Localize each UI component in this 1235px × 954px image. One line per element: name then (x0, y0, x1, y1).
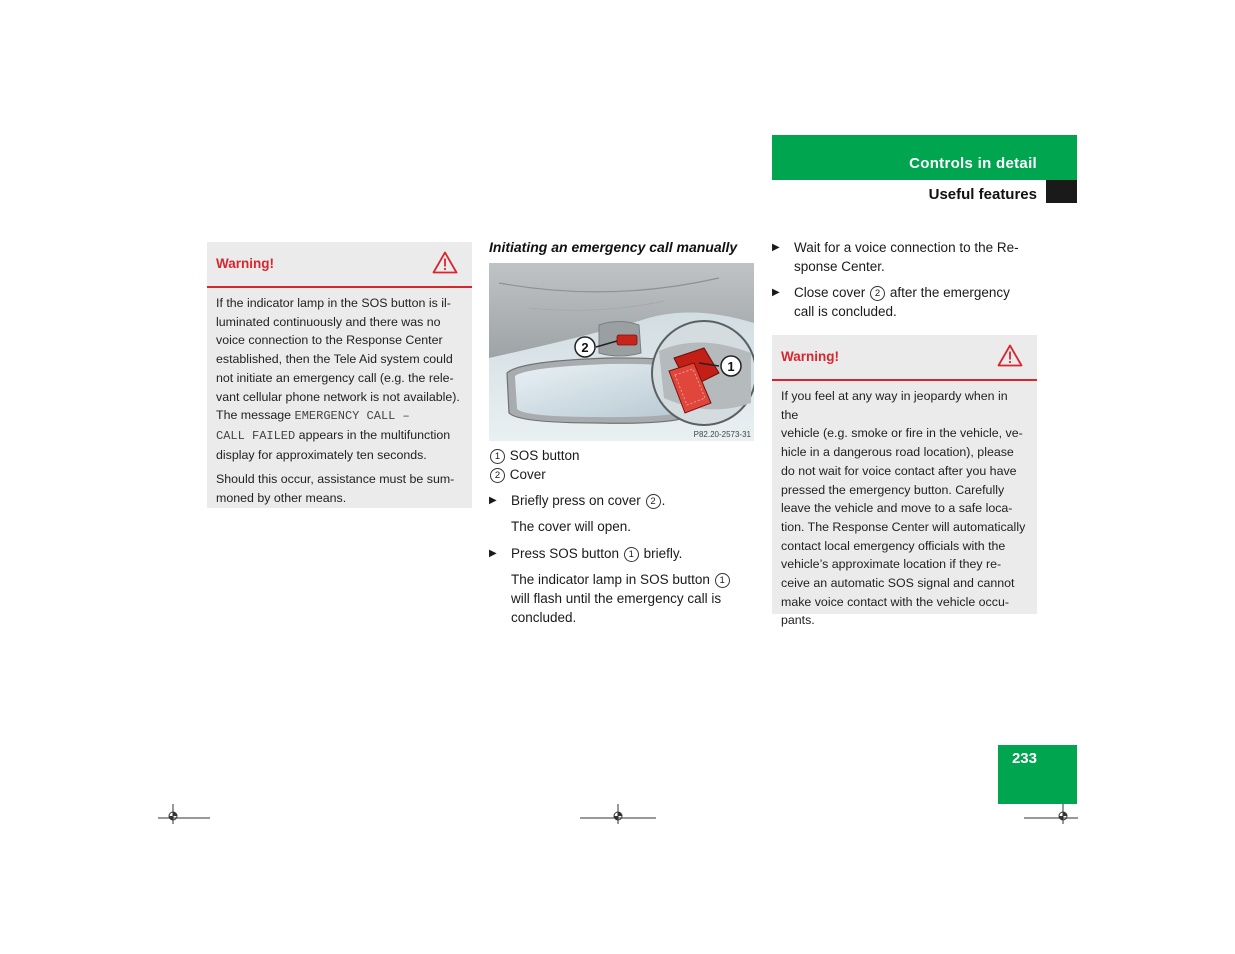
step-text: briefly. (643, 546, 683, 561)
number-circle: 2 (646, 494, 661, 509)
text-line: hicle in a dangerous road location), please (781, 445, 1014, 460)
crop-mark-icon (158, 802, 210, 824)
step-text: concluded. (511, 610, 577, 625)
crop-mark-icon (580, 802, 656, 824)
legend-item (489, 446, 754, 465)
section-title: Controls in detail (909, 155, 1037, 172)
text-line: Should this occur, assistance must be sum- (216, 472, 455, 487)
text-line: voice connection to the Response Center (216, 333, 443, 348)
page-number-tab (998, 745, 1077, 804)
step-text: after the emergency (889, 285, 1010, 300)
crop-mark-icon (1024, 802, 1078, 824)
number-circle: 1 (490, 449, 505, 464)
step-text: Briefly press on cover (511, 493, 641, 508)
warning-box-left (207, 242, 472, 508)
step-bullet-icon: ▶ (489, 495, 497, 506)
legend-item (489, 465, 754, 484)
warning-header (772, 335, 1037, 381)
number-circle: 2 (490, 468, 505, 483)
step-1 (511, 491, 756, 510)
step-text: The indicator lamp in SOS button (511, 572, 710, 587)
number-circle: 1 (715, 573, 730, 588)
svg-text:1: 1 (727, 359, 735, 374)
subsection-title: Useful features (928, 186, 1037, 203)
figure-code: P82.20-2573-31 (693, 430, 751, 439)
figure-legend (489, 446, 754, 484)
text-line: make voice contact with the vehicle occu- (781, 594, 1009, 609)
text-line: display for approximately ten seconds. (216, 447, 427, 462)
step-text: will flash until the emergency call is (511, 591, 722, 606)
step-bullet-icon: ▶ (772, 242, 780, 253)
text-line: appears in the multifunction (298, 427, 451, 442)
number-circle: 2 (870, 286, 885, 301)
step-bullet-icon: ▶ (772, 287, 780, 298)
display-message: EMERGENCY CALL – (294, 409, 410, 424)
text-line: tion. The Response Center will automatically (781, 519, 1026, 534)
overhead-console-image (489, 263, 754, 441)
step-4 (794, 283, 1039, 321)
warning-label: Warning! (781, 349, 839, 364)
text-line: established, then the Tele Aid system could (216, 352, 453, 367)
warning-text (207, 288, 472, 522)
text-line: not initiate an emergency call (e.g. the rele- (216, 370, 454, 385)
warning-header (207, 242, 472, 288)
step-3 (794, 238, 1039, 276)
header-marker (1046, 180, 1077, 203)
text-line: vehicle’s approximate location if they re- (781, 557, 1002, 572)
text-line: If you feel at any way in jeopardy when in the (781, 389, 1008, 422)
text-line: pressed the emergency button. Carefully (781, 482, 1005, 497)
step-2 (511, 544, 756, 563)
text-line: vant cellular phone network is not available). (216, 389, 460, 404)
step-bullet-icon: ▶ (489, 548, 497, 559)
step-text: sponse Center. (794, 259, 885, 274)
svg-text:2: 2 (581, 340, 589, 355)
step-text: Press SOS button (511, 546, 620, 561)
text-line: moned by other means. (216, 491, 347, 506)
procedure-heading: Initiating an emergency call manually (489, 239, 738, 255)
warning-triangle-icon (432, 251, 458, 274)
warning-triangle-icon (997, 344, 1023, 367)
text-line: do not wait for voice contact after you have (781, 463, 1017, 478)
text-line: contact local emergency officials with the (781, 538, 1006, 553)
number-circle: 1 (624, 547, 639, 562)
warning-label: Warning! (216, 256, 274, 271)
text-line: If the indicator lamp in the SOS button is il- (216, 296, 451, 310)
sos-button-illustration (489, 263, 754, 441)
page-number: 233 (1011, 750, 1037, 767)
step-text: Close cover (794, 285, 866, 300)
text-line: ceive an automatic SOS signal and cannot (781, 576, 1015, 591)
text-line: luminated continuously and there was no (216, 314, 441, 329)
legend-text: SOS button (509, 448, 580, 463)
text-line: The message (216, 408, 292, 423)
step-text: call is concluded. (794, 304, 897, 319)
warning-box-right (772, 335, 1037, 628)
text-line: leave the vehicle and move to a safe loca- (781, 501, 1013, 516)
step-text: Wait for a voice connection to the Re- (794, 240, 1019, 255)
text-line: pants. (781, 613, 815, 628)
legend-text: Cover (509, 467, 546, 482)
step-2-result (511, 570, 756, 627)
text-line: vehicle (e.g. smoke or fire in the vehicle, ve- (781, 426, 1023, 441)
display-message: CALL FAILED (216, 428, 296, 443)
warning-text (772, 381, 1037, 638)
step-1-result: The cover will open. (511, 519, 632, 534)
step-text: . (661, 493, 666, 508)
